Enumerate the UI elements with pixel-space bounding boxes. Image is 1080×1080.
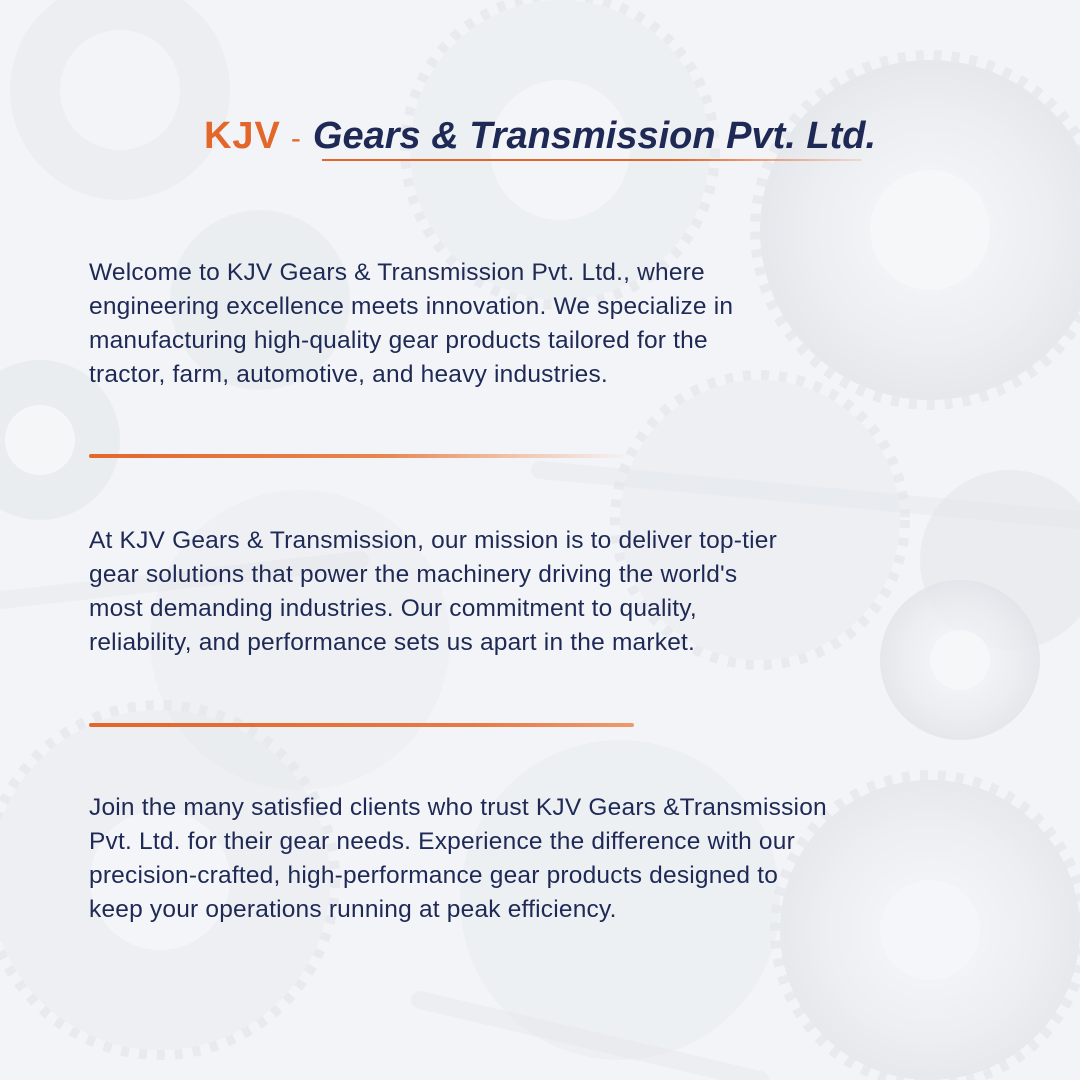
brand-name: KJV — [203, 115, 281, 157]
section-divider-1 — [89, 454, 629, 458]
mission-paragraph: At KJV Gears & Transmission, our mission is to deliver top-tier gear solutions that power the machinery driving the world's most demanding industries. Our commitment to quality, reliability, and performance sets us apart in the market. — [89, 527, 777, 656]
title-underline — [322, 159, 862, 161]
closing-paragraph: Join the many satisfied clients who trust KJV Gears &Transmission Pvt. Ltd. for their gear needs. Experience the difference with our precision-crafted, high-performance gear products designed to keep your operations running at peak efficiency. — [89, 794, 827, 923]
section-divider-2 — [89, 723, 634, 727]
company-name: Gears & Transmission Pvt. Ltd. — [312, 115, 877, 157]
title-separator: - — [290, 122, 301, 155]
intro-paragraph: Welcome to KJV Gears & Transmission Pvt. Ltd., where engineering excellence meets innovation. We specialize in manufacturing high-quality gear products tailored for the tractor, farm, automotive, and heavy industries. — [89, 259, 734, 388]
page-title — [0, 112, 1080, 163]
